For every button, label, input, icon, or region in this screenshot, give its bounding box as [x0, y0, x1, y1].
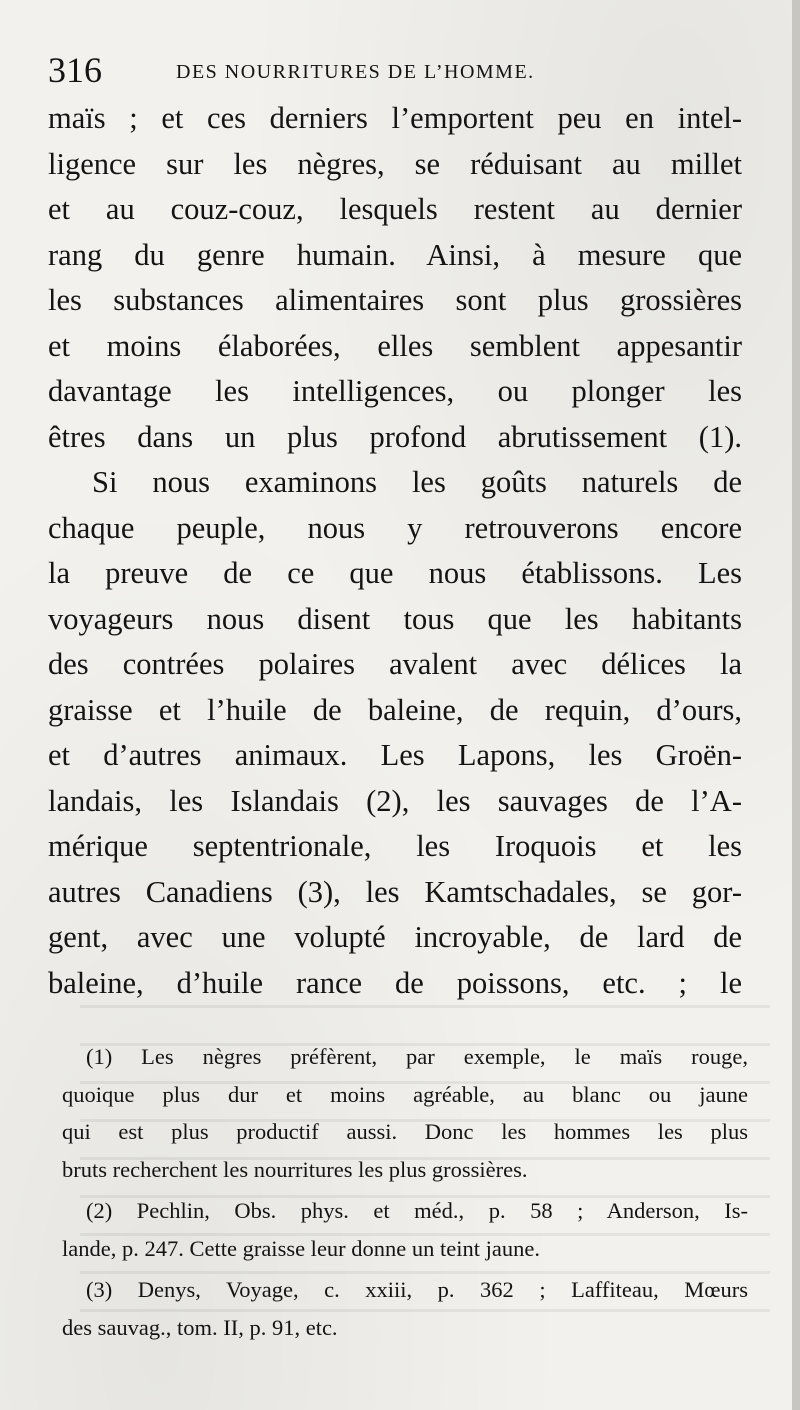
footnote-line: (1) Les nègres préfèrent, par exemple, le maïs rouge, — [86, 1044, 748, 1069]
text-line: gent, avec une volupté incroyable, de lard de — [48, 920, 742, 954]
text-line: et moins élaborées, elles semblent appesantir — [48, 328, 742, 363]
text-line: chaque peuple, nous y retrouverons encore — [48, 510, 742, 545]
footnote-line: qui est plus productif aussi. Donc les hommes les plus — [62, 1119, 748, 1144]
text-line: êtres dans un plus profond abrutissement (1). — [48, 419, 742, 454]
running-title: DES NOURRITURES DE L’HOMME. — [176, 61, 535, 83]
footnote-line: (3) Denys, Voyage, c. xxiii, p. 362 ; Laffiteau, Mœurs — [86, 1277, 748, 1302]
text-line: voyageurs nous disent tous que les habitants — [48, 601, 742, 636]
paragraph-first-line: Si nous examinons les goûts naturels de — [92, 465, 742, 499]
footnotes — [62, 1038, 748, 1346]
text-line: baleine, d’huile rance de poissons, etc. ; le — [48, 965, 742, 1000]
page-header — [48, 46, 748, 94]
footnote-1 — [62, 1038, 748, 1188]
footnote-line: quoique plus dur et moins agréable, au blanc ou jaune — [62, 1081, 748, 1107]
text-line: graisse et l’huile de baleine, de requin, d’ours, — [48, 692, 742, 727]
text-line: et au couz-couz, lesquels restent au dernier — [48, 192, 742, 226]
text-line: la preuve de ce que nous établissons. Les — [48, 556, 742, 590]
body-text — [48, 96, 742, 1006]
text-line: des contrées polaires avalent avec délices la — [48, 647, 742, 681]
text-line: les substances alimentaires sont plus grossières — [48, 283, 742, 317]
text-line: ligence sur les nègres, se réduisant au millet — [48, 146, 742, 181]
footnote-line: bruts recherchent les nourritures les plus grossières. — [62, 1156, 528, 1182]
text-line: davantage les intelligences, ou plonger les — [48, 374, 742, 408]
footnote-line: des sauvag., tom. II, p. 91, etc. — [62, 1314, 338, 1340]
footnote-3 — [62, 1271, 748, 1346]
footnote-line: (2) Pechlin, Obs. phys. et méd., p. 58 ; Anderson, Is- — [86, 1198, 748, 1223]
text-line: autres Canadiens (3), les Kamtschadales, se gor- — [48, 874, 742, 909]
text-line: landais, les Islandais (2), les sauvages de l’A- — [48, 783, 742, 818]
text-line: mérique septentrionale, les Iroquois et les — [48, 829, 742, 863]
text-line: rang du genre humain. Ainsi, à mesure que — [48, 237, 742, 272]
footnote-2 — [62, 1192, 748, 1267]
text-line: maïs ; et ces derniers l’emportent peu en intel- — [48, 101, 742, 135]
footnote-line: lande, p. 247. Cette graisse leur donne un teint jaune. — [62, 1235, 540, 1261]
page-number: 316 — [48, 50, 102, 90]
text-line: et d’autres animaux. Les Lapons, les Groën- — [48, 738, 742, 772]
